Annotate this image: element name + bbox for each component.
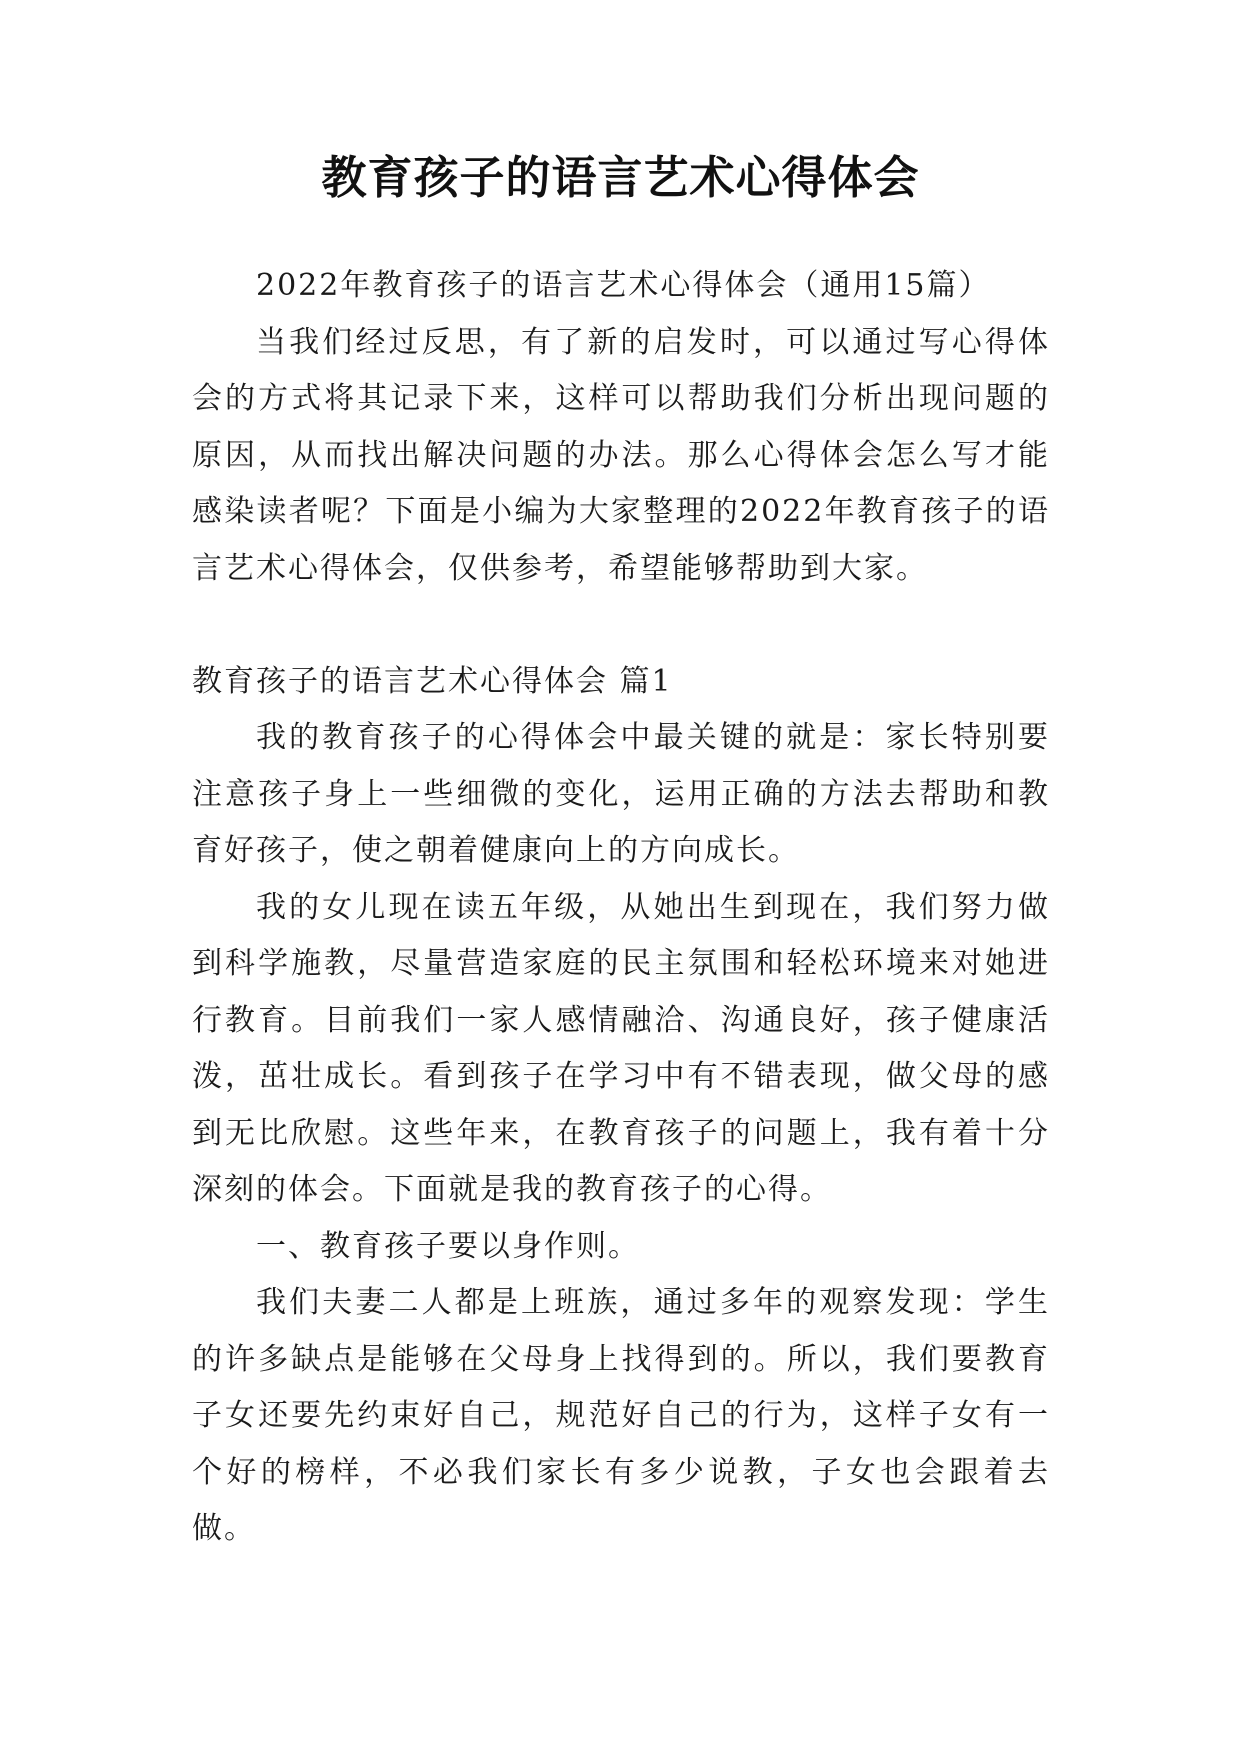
- body-paragraph-1: 我的教育孩子的心得体会中最关键的就是：家长特别要注意孩子身上一些细微的变化，运用正确的方法去帮助和教育好孩子，使之朝着健康向上的方向成长。: [192, 720, 1050, 868]
- intro-paragraph: 当我们经过反思，有了新的启发时，可以通过写心得体会的方式将其记录下来，这样可以帮助我们分析出现问题的原因，从而找出解决问题的办法。那么心得体会怎么写才能感染读者呢？下面是小编为大家整理的2022年教育孩子的语言艺术心得体会，仅供参考，希望能够帮助到大家。: [192, 324, 1050, 586]
- document-body: [192, 258, 1050, 1558]
- point-heading-1: 一、教育孩子要以身作则。: [256, 1228, 640, 1264]
- body-paragraph-2: 我的女儿现在读五年级，从她出生到现在，我们努力做到科学施教，尽量营造家庭的民主氛围和轻松环境来对她进行教育。目前我们一家人感情融洽、沟通良好，孩子健康活泼，茁壮成长。看到孩子在学习中有不错表现，做父母的感到无比欣慰。这些年来，在教育孩子的问题上，我有着十分深刻的体会。下面就是我的教育孩子的心得。: [192, 889, 1050, 1207]
- section-heading: 教育孩子的语言艺术心得体会 篇1: [192, 663, 673, 699]
- document-subtitle: 2022年教育孩子的语言艺术心得体会（通用15篇）: [256, 268, 991, 303]
- document-title: 教育孩子的语言艺术心得体会: [321, 151, 920, 204]
- body-paragraph-3: 我们夫妻二人都是上班族，通过多年的观察发现：学生的许多缺点是能够在父母身上找得到的。所以，我们要教育子女还要先约束好自己，规范好自己的行为，这样子女有一个好的榜样，不必我们家长有多少说教，子女也会跟着去做。: [192, 1285, 1050, 1546]
